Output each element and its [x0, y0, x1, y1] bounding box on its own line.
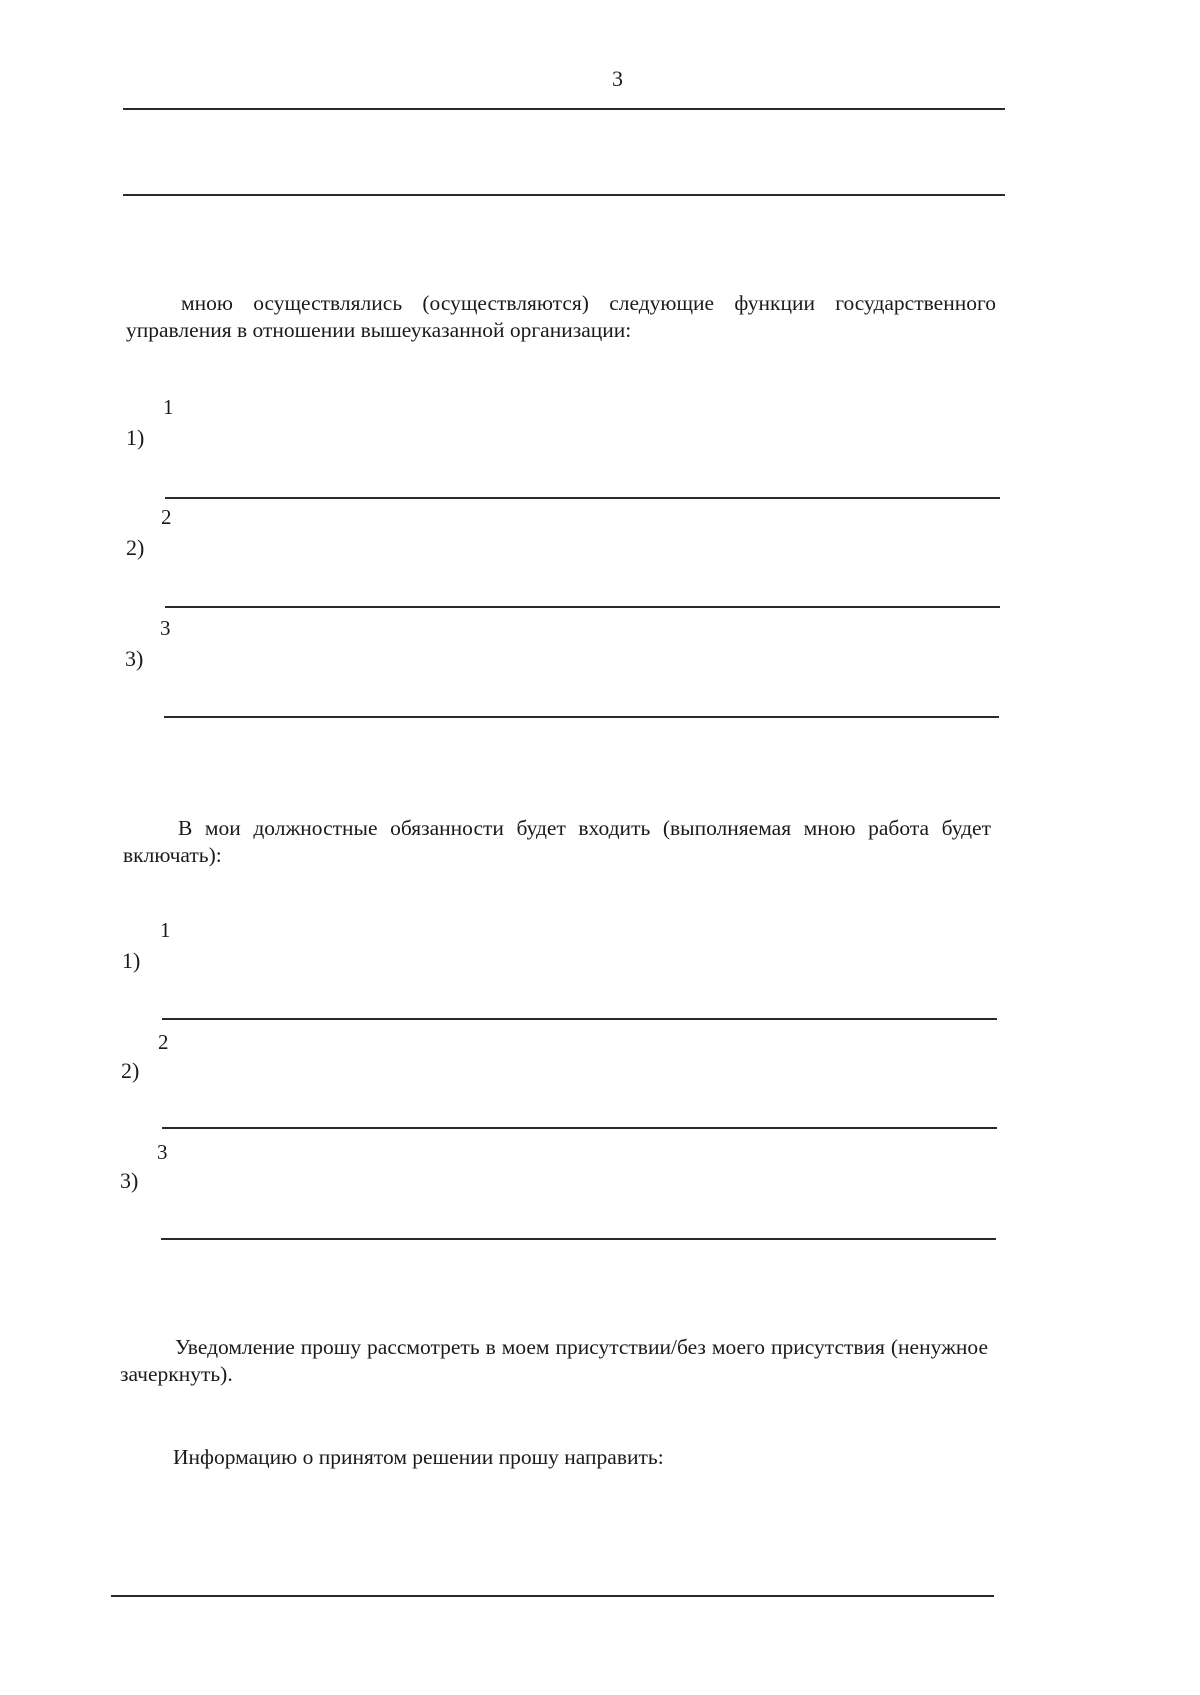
functions-item-2-sup: 2 — [161, 505, 172, 529]
functions-item-3-sup: 3 — [160, 616, 171, 640]
paragraph-functions — [126, 290, 996, 344]
duties-item-1-label: 1) — [122, 948, 141, 973]
paragraph-presence-text: Уведомление прошу рассмотреть в моем присутствии/без моего присутствия (ненужное зачеркнуть). — [120, 1335, 988, 1386]
blank-line-top-1 — [123, 108, 1005, 110]
duties-item-2-sup: 2 — [158, 1030, 169, 1054]
duties-item-1-line — [162, 1018, 997, 1020]
paragraph-info — [118, 1444, 986, 1471]
functions-item-2-line — [165, 606, 1000, 608]
paragraph-presence — [120, 1334, 988, 1388]
functions-item-1-sup: 1 — [163, 395, 174, 419]
blank-line-top-2 — [123, 194, 1005, 196]
duties-item-1-sup: 1 — [160, 918, 171, 942]
paragraph-duties-text: В мои должностные обязанности будет входить (выполняемая мною работа будет включать): — [123, 816, 991, 867]
functions-item-3-label: 3) — [125, 646, 144, 671]
duties-item-3-sup: 3 — [157, 1140, 168, 1164]
page-number: 3 — [612, 66, 623, 91]
duties-item-3-line — [161, 1238, 996, 1240]
paragraph-info-text: Информацию о принятом решении прошу направить: — [173, 1445, 664, 1469]
duties-item-2-label: 2) — [121, 1058, 140, 1083]
functions-item-1-label: 1) — [126, 425, 145, 450]
functions-item-1-line — [165, 497, 1000, 499]
paragraph-duties — [123, 815, 991, 869]
duties-item-2-line — [162, 1127, 997, 1129]
paragraph-functions-text: мною осуществлялись (осуществляются) следующие функции государственного управления в отношении вышеуказанной организации: — [126, 291, 996, 342]
functions-item-3-line — [164, 716, 999, 718]
duties-item-3-label: 3) — [120, 1168, 139, 1193]
functions-item-2-label: 2) — [126, 535, 145, 560]
blank-line-bottom — [111, 1595, 994, 1597]
